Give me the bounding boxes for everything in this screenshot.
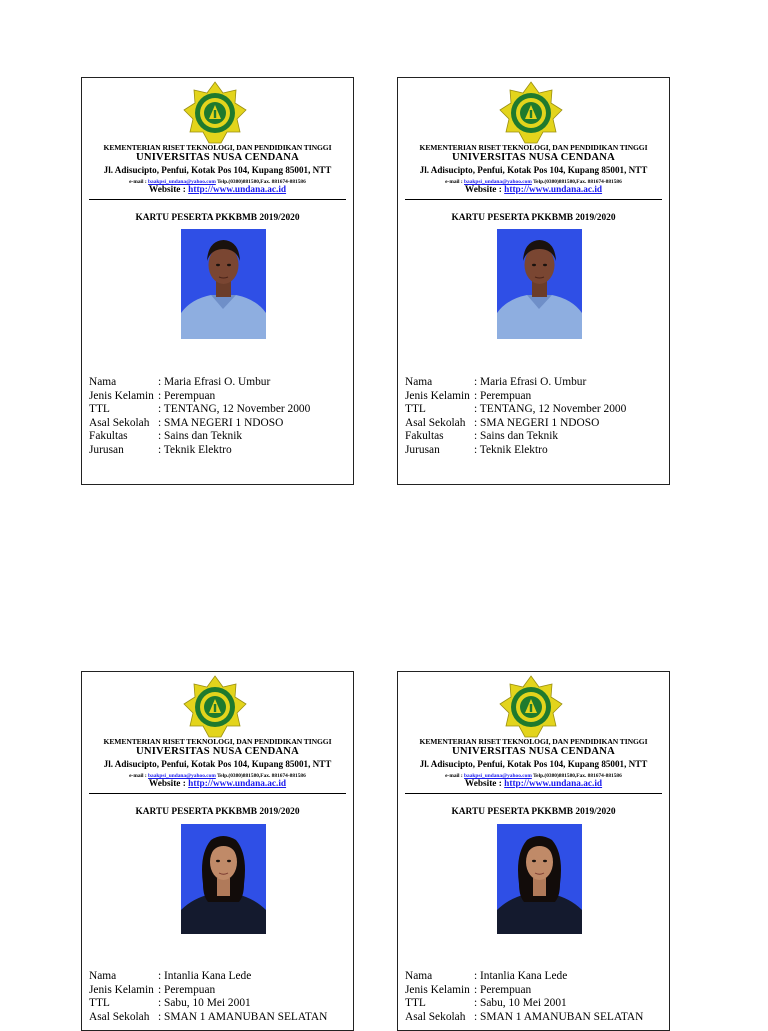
value-asal-sekolah: : SMAN 1 AMANUBAN SELATAN [474, 1010, 644, 1023]
email-label: e-mail : [445, 773, 463, 779]
website-label: Website : [464, 779, 502, 789]
email-label: e-mail : [129, 773, 147, 779]
value-asal-sekolah: : SMAN 1 AMANUBAN SELATAN [158, 1010, 328, 1023]
info-row-asal-sekolah [405, 417, 626, 431]
label-nama: Nama [405, 376, 433, 388]
website-link[interactable]: http://www.undana.ac.id [188, 779, 287, 789]
participant-card [397, 77, 670, 485]
label-fakultas: Fakultas [405, 430, 444, 443]
label-jurusan: Jurusan [405, 443, 440, 456]
student-info [405, 376, 626, 458]
label-ttl: TTL [89, 997, 110, 1010]
header-divider [405, 793, 662, 794]
phone-fax: Telp.(0380)881580,Fax. 881674-881586 [217, 179, 306, 185]
label-asal-sekolah: Asal Sekolah [405, 416, 466, 429]
undana-emblem-icon [183, 675, 247, 739]
header-divider [405, 199, 662, 200]
website-label: Website : [148, 185, 186, 195]
value-ttl: : TENTANG, 12 November 2000 [158, 403, 311, 416]
email-link[interactable]: baakpsi_undana@yahoo.com [464, 773, 532, 779]
value-nama: : Intanlia Kana Lede [474, 970, 568, 982]
label-ttl: TTL [405, 997, 426, 1010]
label-asal-sekolah: Asal Sekolah [405, 1010, 466, 1023]
info-row-fakultas [89, 430, 310, 444]
website-line [398, 185, 669, 195]
info-row-jenis-kelamin [89, 984, 327, 998]
card-title: KARTU PESERTA PKKBMB 2019/2020 [451, 213, 616, 223]
info-row-nama [89, 376, 310, 390]
university-address: Jl. Adisucipto, Penfui, Kotak Pos 104, Kupang 85001, NTT [103, 759, 332, 769]
label-jenis-kelamin: Jenis Kelamin [405, 389, 470, 402]
value-fakultas: : Sains dan Teknik [158, 430, 243, 443]
website-link[interactable]: http://www.undana.ac.id [504, 779, 603, 789]
university-name: UNIVERSITAS NUSA CENDANA [136, 152, 299, 163]
label-jenis-kelamin: Jenis Kelamin [89, 983, 154, 996]
card-title: KARTU PESERTA PKKBMB 2019/2020 [135, 807, 300, 817]
info-row-nama [405, 376, 626, 390]
header-divider [89, 793, 346, 794]
email-label: e-mail : [445, 179, 463, 185]
value-jenis-kelamin: : Perempuan [158, 389, 216, 402]
university-address: Jl. Adisucipto, Penfui, Kotak Pos 104, Kupang 85001, NTT [419, 165, 648, 175]
website-line [82, 779, 353, 789]
info-row-jurusan [89, 444, 310, 458]
undana-emblem-icon [499, 675, 563, 739]
info-row-ttl [405, 403, 626, 417]
info-row-nama [89, 970, 327, 984]
website-label: Website : [464, 185, 502, 195]
value-ttl: : Sabu, 10 Mei 2001 [158, 997, 251, 1010]
value-nama: : Maria Efrasi O. Umbur [158, 376, 271, 388]
participant-card [81, 77, 354, 485]
info-row-asal-sekolah [89, 417, 310, 431]
label-jurusan: Jurusan [89, 443, 124, 456]
info-row-asal-sekolah [405, 1011, 643, 1025]
ministry-heading: KEMENTERIAN RISET TEKNOLOGI, DAN PENDIDIKAN TINGGI [103, 143, 332, 152]
student-info [405, 970, 643, 1024]
value-jenis-kelamin: : Perempuan [474, 389, 532, 402]
value-asal-sekolah: : SMA NEGERI 1 NDOSO [158, 416, 284, 429]
ministry-heading: KEMENTERIAN RISET TEKNOLOGI, DAN PENDIDIKAN TINGGI [419, 143, 648, 152]
student-info [89, 970, 327, 1024]
label-nama: Nama [405, 970, 433, 982]
value-ttl: : TENTANG, 12 November 2000 [474, 403, 627, 416]
value-jurusan: : Teknik Elektro [474, 443, 548, 456]
value-jenis-kelamin: : Perempuan [158, 983, 216, 996]
value-jenis-kelamin: : Perempuan [474, 983, 532, 996]
label-fakultas: Fakultas [89, 430, 128, 443]
website-link[interactable]: http://www.undana.ac.id [504, 185, 603, 195]
label-nama: Nama [89, 376, 117, 388]
website-line [398, 779, 669, 789]
email-link[interactable]: baakpsi_undana@yahoo.com [148, 179, 216, 185]
info-row-ttl [89, 403, 310, 417]
university-name: UNIVERSITAS NUSA CENDANA [452, 152, 615, 163]
card-title: KARTU PESERTA PKKBMB 2019/2020 [135, 213, 300, 223]
info-row-fakultas [405, 430, 626, 444]
website-line [82, 185, 353, 195]
university-name: UNIVERSITAS NUSA CENDANA [136, 746, 299, 757]
label-nama: Nama [89, 970, 117, 982]
ministry-heading: KEMENTERIAN RISET TEKNOLOGI, DAN PENDIDIKAN TINGGI [103, 737, 332, 746]
label-jenis-kelamin: Jenis Kelamin [405, 983, 470, 996]
label-ttl: TTL [405, 403, 426, 416]
university-address: Jl. Adisucipto, Penfui, Kotak Pos 104, Kupang 85001, NTT [419, 759, 648, 769]
info-row-ttl [89, 997, 327, 1011]
label-jenis-kelamin: Jenis Kelamin [89, 389, 154, 402]
info-row-asal-sekolah [89, 1011, 327, 1025]
phone-fax: Telp.(0380)881580,Fax. 881674-881586 [533, 773, 622, 779]
info-row-jenis-kelamin [405, 984, 643, 998]
label-asal-sekolah: Asal Sekolah [89, 416, 150, 429]
value-asal-sekolah: : SMA NEGERI 1 NDOSO [474, 416, 600, 429]
student-info [89, 376, 310, 458]
card-title: KARTU PESERTA PKKBMB 2019/2020 [451, 807, 616, 817]
participant-card [81, 671, 354, 1031]
student-photo [181, 229, 266, 339]
email-link[interactable]: baakpsi_undana@yahoo.com [148, 773, 216, 779]
participant-card [397, 671, 670, 1031]
university-address: Jl. Adisucipto, Penfui, Kotak Pos 104, Kupang 85001, NTT [103, 165, 332, 175]
value-nama: : Intanlia Kana Lede [158, 970, 252, 982]
info-row-ttl [405, 997, 643, 1011]
value-ttl: : Sabu, 10 Mei 2001 [474, 997, 567, 1010]
phone-fax: Telp.(0380)881580,Fax. 881674-881586 [217, 773, 306, 779]
info-row-jenis-kelamin [405, 390, 626, 404]
website-link[interactable]: http://www.undana.ac.id [188, 185, 287, 195]
phone-fax: Telp.(0380)881580,Fax. 881674-881586 [533, 179, 622, 185]
student-photo [497, 824, 582, 934]
value-fakultas: : Sains dan Teknik [474, 430, 559, 443]
header-divider [89, 199, 346, 200]
info-row-nama [405, 970, 643, 984]
label-asal-sekolah: Asal Sekolah [89, 1010, 150, 1023]
label-ttl: TTL [89, 403, 110, 416]
undana-emblem-icon [183, 81, 247, 145]
ministry-heading: KEMENTERIAN RISET TEKNOLOGI, DAN PENDIDIKAN TINGGI [419, 737, 648, 746]
info-row-jurusan [405, 444, 626, 458]
student-photo [181, 824, 266, 934]
student-photo [497, 229, 582, 339]
email-label: e-mail : [129, 179, 147, 185]
undana-emblem-icon [499, 81, 563, 145]
value-jurusan: : Teknik Elektro [158, 443, 232, 456]
website-label: Website : [148, 779, 186, 789]
university-name: UNIVERSITAS NUSA CENDANA [452, 746, 615, 757]
value-nama: : Maria Efrasi O. Umbur [474, 376, 587, 388]
email-link[interactable]: baakpsi_undana@yahoo.com [464, 179, 532, 185]
info-row-jenis-kelamin [89, 390, 310, 404]
